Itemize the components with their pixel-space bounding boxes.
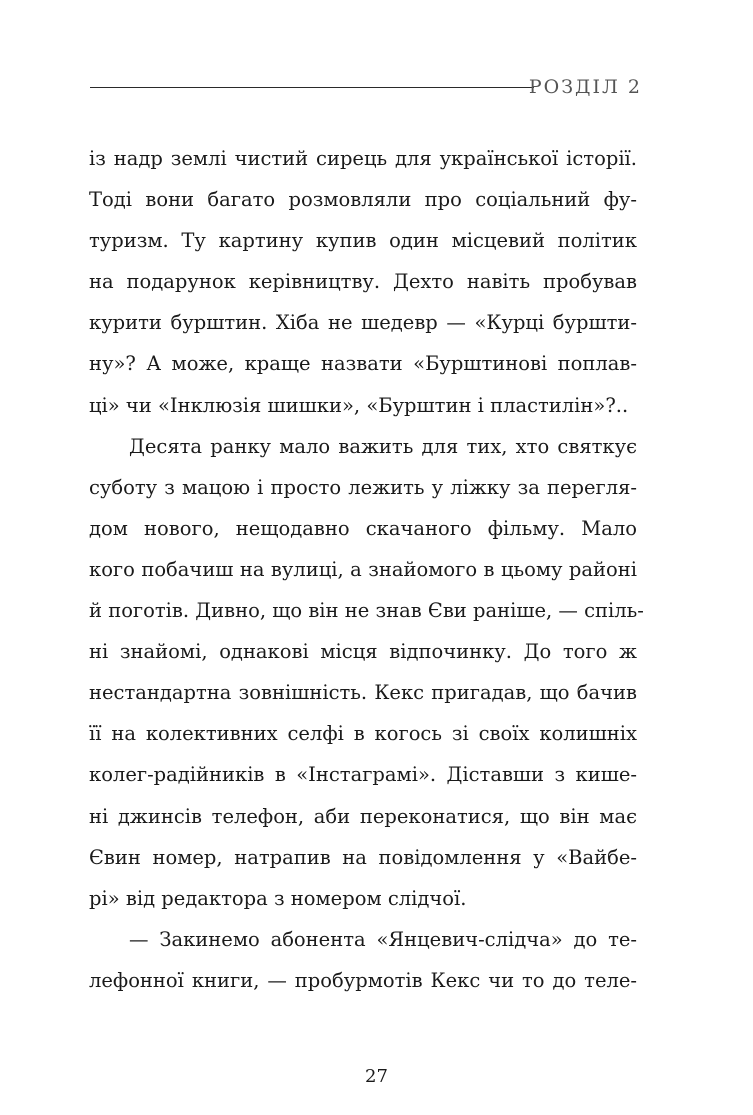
text-line-17: ні джинсів телефон, аби переконатися, що він має (89, 804, 637, 828)
text-line-14: нестандартна зовнішність. Кекс пригадав, що бачив (89, 681, 637, 705)
text-line-13: ні знайомі, однакові місця відпочинку. До того ж (89, 640, 637, 664)
text-line-4: на подарунок керівництву. Дехто навіть пробував (89, 270, 637, 294)
text-line-20: — Закинемо абонента «Янцевич-слідча» до те- (129, 927, 637, 951)
header-rule (90, 87, 534, 88)
text-line-1: із надр землі чистий сирець для української історії. (89, 147, 637, 170)
running-head (90, 74, 642, 100)
chapter-label: РОЗДІЛ 2 (528, 76, 642, 98)
page-number: 27 (365, 1066, 388, 1087)
text-line-6: ну»? А може, краще назвати «Бурштинові поплав- (89, 352, 637, 376)
text-line-5: курити бурштин. Хіба не шедевр — «Курці буршти- (89, 311, 637, 335)
text-line-21: лефонної книги, — пробурмотів Кекс чи то до теле- (89, 968, 637, 992)
body-text (89, 138, 644, 1001)
text-line-3: туризм. Ту картину купив один місцевий політик (89, 229, 637, 253)
text-line-16: колег-радійників в «Інстаграмі». Діставши з кише- (89, 763, 637, 787)
text-line-10: дом нового, нещодавно скачаного фільму. Мало (89, 516, 637, 540)
text-line-11: кого побачиш на вулиці, а знайомого в цьому районі (89, 557, 637, 581)
text-line-15: її на колективних селфі в когось зі своїх колишніх (89, 722, 637, 746)
text-line-8: Десята ранку мало важить для тих, хто святкує (129, 434, 637, 458)
text-line-18: Євин номер, натрапив на повідомлення у «Вайбе- (89, 845, 637, 869)
text-line-7: ці» чи «Інклюзія шишки», «Бурштин і пластилін»?.. (89, 393, 629, 417)
text-line-2: Тоді вони багато розмовляли про соціальний фу- (89, 188, 637, 212)
text-line-19: рі» від редактора з номером слідчої. (89, 886, 467, 910)
text-line-12: й поготів. Дивно, що він не знав Єви раніше, — спіль- (89, 599, 644, 623)
text-line-9: суботу з мацою і просто лежить у ліжку за перегля- (89, 475, 637, 499)
